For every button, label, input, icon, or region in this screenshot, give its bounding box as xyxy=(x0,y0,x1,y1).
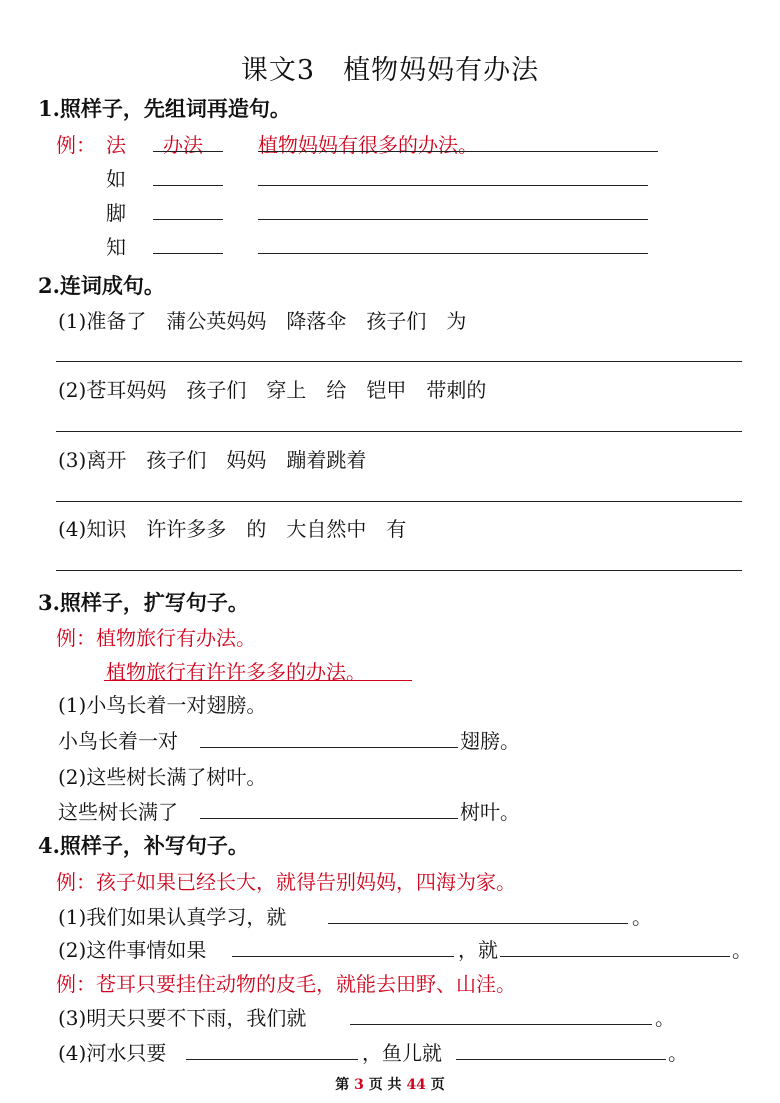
expand-q2-blank[interactable] xyxy=(200,818,458,819)
sentence-blank-3[interactable] xyxy=(258,253,648,254)
complete-example-2: 例：苍耳只要挂住动物的皮毛，就能去田野、山洼。 xyxy=(56,972,516,996)
word-blank-3[interactable] xyxy=(153,253,223,254)
answer-line-3[interactable] xyxy=(56,501,742,502)
example-label: 例： xyxy=(56,133,96,157)
complete-q1-end: 。 xyxy=(632,905,652,929)
word-blank-2[interactable] xyxy=(153,219,223,220)
complete-q4-mid: ，鱼儿就 xyxy=(362,1041,442,1065)
example-sentence-line xyxy=(258,151,658,152)
expand-q1: (1)小鸟长着一对翅膀。 xyxy=(58,693,267,717)
footer-total-pages: 44 xyxy=(406,1077,426,1093)
reorder-item-4: (4)知识 许许多多 的 大自然中 有 xyxy=(58,517,407,541)
complete-example-1: 例：孩子如果已经长大，就得告别妈妈，四海为家。 xyxy=(56,870,516,894)
footer-pre: 第 xyxy=(335,1077,350,1093)
reorder-item-3: (3)离开 孩子们 妈妈 蹦着跳着 xyxy=(58,448,367,472)
page-title: 课文3 植物妈妈有办法 xyxy=(240,55,540,86)
footer-page-number: 3 xyxy=(354,1077,364,1093)
page-footer xyxy=(0,1074,780,1094)
expand-example-underline xyxy=(104,680,412,681)
sentence-blank-2[interactable] xyxy=(258,219,648,220)
complete-q4-blank-1[interactable] xyxy=(186,1059,358,1060)
section1-heading: 1.照样子，先组词再造句。 xyxy=(38,96,291,121)
expand-q1-blank[interactable] xyxy=(200,747,458,748)
footer-post: 页 xyxy=(430,1077,445,1093)
sentence-blank-1[interactable] xyxy=(258,185,648,186)
expand-example-2: 植物旅行有许许多多的办法。 xyxy=(106,660,366,684)
complete-q4-end: 。 xyxy=(668,1041,688,1065)
example-char: 法 xyxy=(106,133,126,157)
answer-line-2[interactable] xyxy=(56,431,742,432)
complete-q1-prefix: (1)我们如果认真学习，就 xyxy=(58,905,287,929)
answer-line-1[interactable] xyxy=(56,361,742,362)
reorder-item-2: (2)苍耳妈妈 孩子们 穿上 给 铠甲 带刺的 xyxy=(58,378,487,402)
expand-q2-prefix: 这些树长满了 xyxy=(58,800,178,824)
reorder-item-1: (1)准备了 蒲公英妈妈 降落伞 孩子们 为 xyxy=(58,309,467,333)
complete-q2-end: 。 xyxy=(732,938,752,962)
complete-q3-prefix: (3)明天只要不下雨，我们就 xyxy=(58,1006,307,1030)
expand-q1-prefix: 小鸟长着一对 xyxy=(58,729,178,753)
char-3: 知 xyxy=(106,235,126,259)
complete-q4-blank-2[interactable] xyxy=(456,1059,666,1060)
complete-q4-prefix: (4)河水只要 xyxy=(58,1041,167,1065)
example-sentence: 植物妈妈有很多的办法。 xyxy=(258,133,478,157)
section4-heading: 4.照样子，补写句子。 xyxy=(38,833,249,858)
example-word-line xyxy=(153,151,223,152)
complete-q2-blank-2[interactable] xyxy=(500,956,730,957)
section3-heading: 3.照样子，扩写句子。 xyxy=(38,590,249,615)
char-1: 如 xyxy=(106,167,126,191)
complete-q2-blank-1[interactable] xyxy=(232,956,454,957)
expand-q2: (2)这些树长满了树叶。 xyxy=(58,765,267,789)
complete-q1-blank[interactable] xyxy=(328,923,628,924)
footer-mid: 页 共 xyxy=(368,1077,402,1093)
example-word: 办法 xyxy=(163,133,203,157)
section2-heading: 2.连词成句。 xyxy=(38,273,165,298)
complete-q3-blank[interactable] xyxy=(350,1024,652,1025)
complete-q2-mid: ，就 xyxy=(458,938,498,962)
word-blank-1[interactable] xyxy=(153,185,223,186)
complete-q3-end: 。 xyxy=(655,1006,675,1030)
complete-q2-prefix: (2)这件事情如果 xyxy=(58,938,207,962)
char-2: 脚 xyxy=(106,201,126,225)
expand-q1-suffix: 翅膀。 xyxy=(460,729,520,753)
expand-example-1: 例：植物旅行有办法。 xyxy=(56,626,256,650)
answer-line-4[interactable] xyxy=(56,570,742,571)
expand-q2-suffix: 树叶。 xyxy=(460,800,520,824)
